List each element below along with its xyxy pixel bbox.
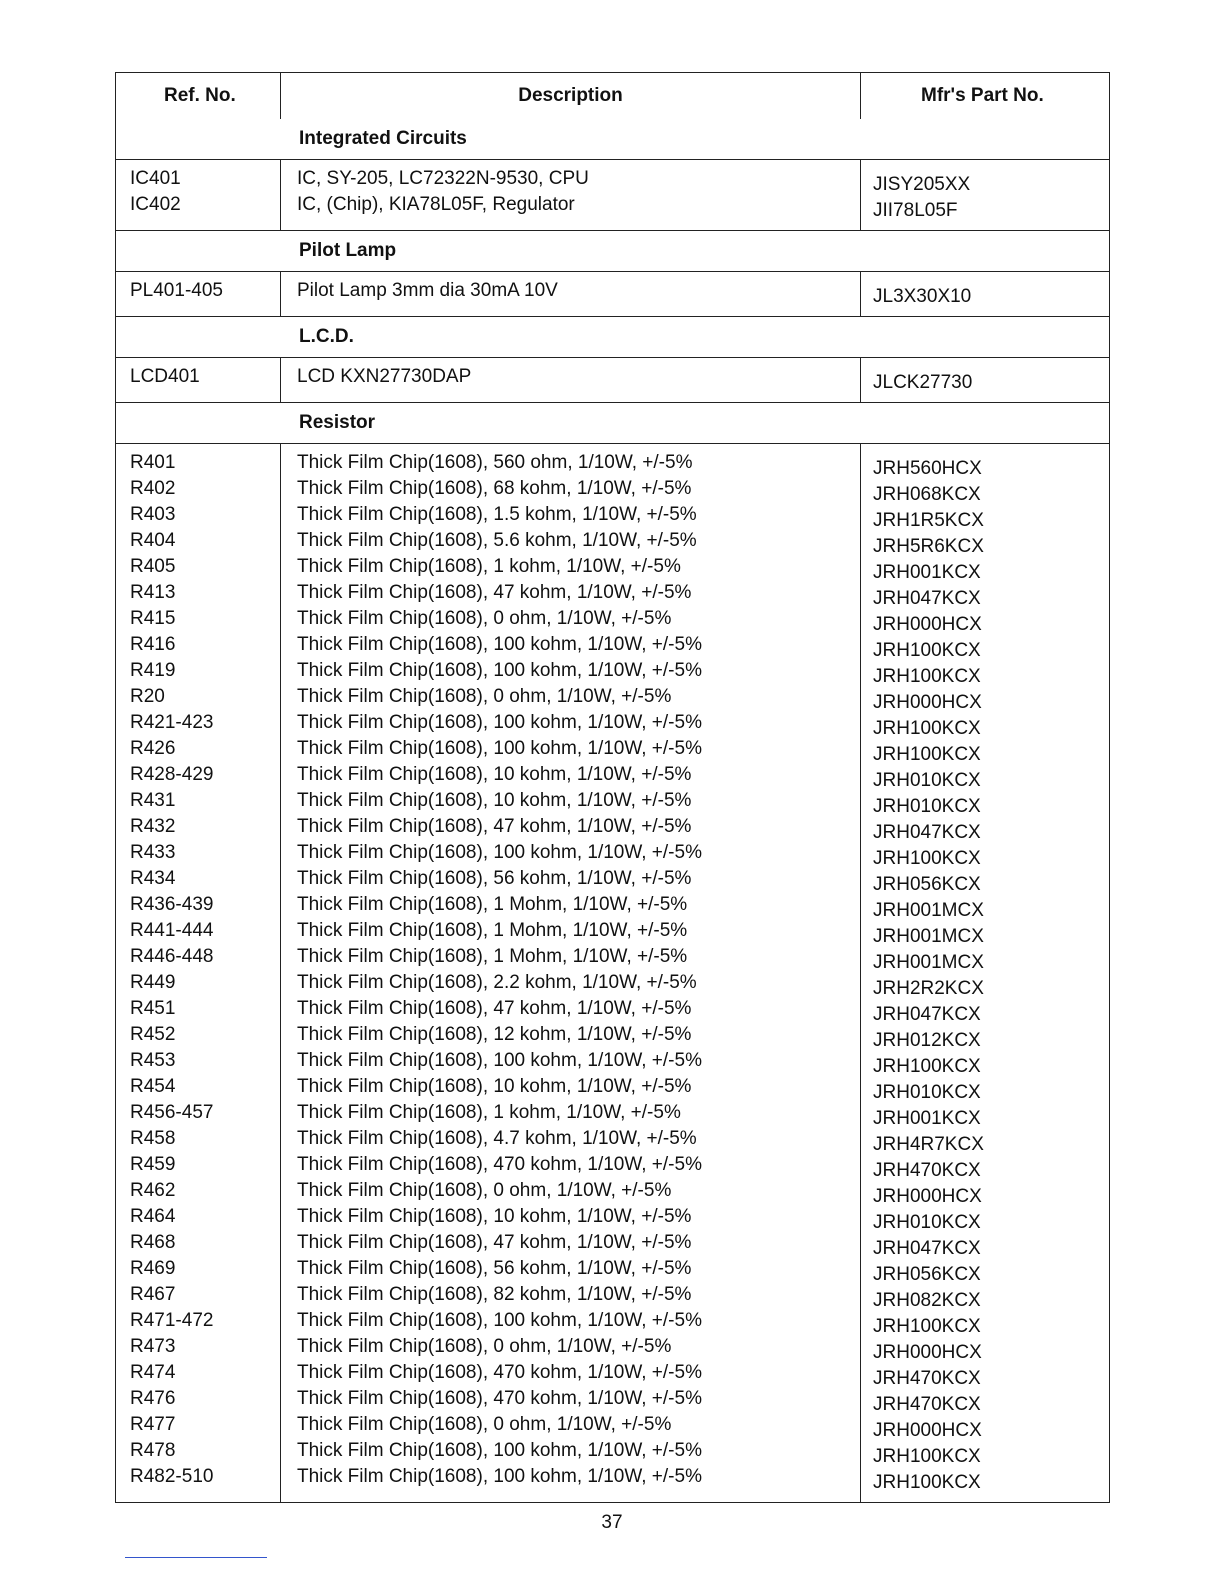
mfr-part-no-cell: JRH001KCX: [873, 1108, 981, 1129]
ref-no-cell: R20: [130, 686, 165, 707]
ref-no-cell: R471-472: [130, 1310, 214, 1331]
mfr-part-no-cell: JRH010KCX: [873, 770, 981, 791]
ref-no-cell: R449: [130, 972, 176, 993]
description-cell: Thick Film Chip(1608), 10 kohm, 1/10W, +/-5%: [297, 764, 692, 785]
description-cell: Thick Film Chip(1608), 100 kohm, 1/10W, +/-5%: [297, 1050, 702, 1071]
ref-no-cell: R476: [130, 1388, 176, 1409]
description-cell: IC, SY-205, LC72322N-9530, CPU: [297, 168, 589, 189]
parts-list-table: [115, 72, 1110, 1503]
ref-no-cell: R428-429: [130, 764, 214, 785]
mfr-part-no-cell: JRH100KCX: [873, 1056, 981, 1077]
ref-no-cell: R415: [130, 608, 176, 629]
ref-no-cell: R434: [130, 868, 176, 889]
mfr-part-no-cell: JRH100KCX: [873, 848, 981, 869]
mfr-part-no-cell: JRH001MCX: [873, 900, 984, 921]
section-header-row: [116, 316, 1109, 357]
description-cell: Thick Film Chip(1608), 1 Mohm, 1/10W, +/-5%: [297, 920, 688, 941]
description-cell: Thick Film Chip(1608), 470 kohm, 1/10W, +/-5%: [297, 1388, 702, 1409]
description-cell: Thick Film Chip(1608), 0 ohm, 1/10W, +/-5%: [297, 1180, 672, 1201]
section-spacer: [116, 403, 281, 443]
mfr-part-no-cell: JRH010KCX: [873, 1082, 981, 1103]
description-cell: Thick Film Chip(1608), 470 kohm, 1/10W, +/-5%: [297, 1362, 702, 1383]
ref-no-cell: R403: [130, 504, 176, 525]
ref-no-cell: R468: [130, 1232, 176, 1253]
col-header-description: Description: [281, 73, 861, 119]
mfr-part-no-cell: JRH001MCX: [873, 952, 984, 973]
ref-no-cell: R462: [130, 1180, 176, 1201]
ref-no-column: [116, 160, 281, 230]
footer-rule: [125, 1557, 267, 1558]
section-spacer: [861, 317, 1109, 357]
ref-no-cell: R459: [130, 1154, 176, 1175]
description-cell: Pilot Lamp 3mm dia 30mA 10V: [297, 280, 558, 301]
mfr-part-no-cell: JRH000HCX: [873, 1186, 982, 1207]
section-title: Pilot Lamp: [299, 240, 397, 261]
section-title: L.C.D.: [299, 326, 354, 347]
description-cell: Thick Film Chip(1608), 0 ohm, 1/10W, +/-5%: [297, 686, 672, 707]
mfr-part-no-cell: JRH047KCX: [873, 1238, 981, 1259]
ref-no-cell: R404: [130, 530, 176, 551]
mfr-part-no-cell: JRH012KCX: [873, 1030, 981, 1051]
ref-no-cell: PL401-405: [130, 280, 223, 301]
description-cell: Thick Film Chip(1608), 1.5 kohm, 1/10W, +/-5%: [297, 504, 697, 525]
mfr-part-no-cell: JRH068KCX: [873, 484, 981, 505]
description-cell: Thick Film Chip(1608), 470 kohm, 1/10W, +/-5%: [297, 1154, 702, 1175]
description-cell: Thick Film Chip(1608), 47 kohm, 1/10W, +/-5%: [297, 998, 692, 1019]
ref-no-cell: R469: [130, 1258, 176, 1279]
description-cell: Thick Film Chip(1608), 1 kohm, 1/10W, +/-5%: [297, 1102, 681, 1123]
mfr-part-no-cell: JRH000HCX: [873, 1342, 982, 1363]
section-header-row: [116, 230, 1109, 271]
description-cell: Thick Film Chip(1608), 10 kohm, 1/10W, +/-5%: [297, 1206, 692, 1227]
description-cell: Thick Film Chip(1608), 100 kohm, 1/10W, +/-5%: [297, 842, 702, 863]
description-cell: Thick Film Chip(1608), 56 kohm, 1/10W, +/-5%: [297, 1258, 692, 1279]
ref-no-cell: R441-444: [130, 920, 214, 941]
mfr-part-no-cell: JRH1R5KCX: [873, 510, 984, 531]
mfr-part-no-cell: JRH010KCX: [873, 1212, 981, 1233]
description-cell: Thick Film Chip(1608), 68 kohm, 1/10W, +/-5%: [297, 478, 692, 499]
mfr-part-no-cell: JRH001KCX: [873, 562, 981, 583]
mfr-part-no-cell: JRH2R2KCX: [873, 978, 984, 999]
section-spacer: [861, 231, 1109, 271]
mfr-part-no-cell: JRH082KCX: [873, 1290, 981, 1311]
ref-no-cell: R456-457: [130, 1102, 214, 1123]
ref-no-cell: R473: [130, 1336, 176, 1357]
description-cell: Thick Film Chip(1608), 4.7 kohm, 1/10W, +/-5%: [297, 1128, 697, 1149]
ref-no-cell: IC401: [130, 168, 181, 189]
mfr-part-no-cell: JRH5R6KCX: [873, 536, 984, 557]
page-number: 37: [601, 1512, 623, 1533]
table-header-row: [116, 73, 1109, 119]
description-cell: Thick Film Chip(1608), 100 kohm, 1/10W, +/-5%: [297, 1466, 702, 1487]
mfr-part-no-column: [861, 444, 1109, 1502]
section-header-row: [116, 119, 1109, 159]
description-column: [281, 272, 861, 316]
description-column: [281, 160, 861, 230]
mfr-part-no-cell: JLCK27730: [873, 372, 973, 393]
ref-no-cell: R446-448: [130, 946, 214, 967]
ref-no-cell: R436-439: [130, 894, 214, 915]
description-cell: Thick Film Chip(1608), 47 kohm, 1/10W, +/-5%: [297, 816, 692, 837]
description-cell: Thick Film Chip(1608), 5.6 kohm, 1/10W, +/-5%: [297, 530, 697, 551]
description-cell: Thick Film Chip(1608), 2.2 kohm, 1/10W, +/-5%: [297, 972, 697, 993]
description-cell: Thick Film Chip(1608), 100 kohm, 1/10W, +/-5%: [297, 660, 702, 681]
section-spacer: [861, 403, 1109, 443]
mfr-part-no-cell: JRH047KCX: [873, 588, 981, 609]
description-cell: Thick Film Chip(1608), 100 kohm, 1/10W, +/-5%: [297, 1440, 702, 1461]
description-cell: Thick Film Chip(1608), 100 kohm, 1/10W, +/-5%: [297, 738, 702, 759]
mfr-part-no-column: [861, 358, 1109, 402]
description-cell: Thick Film Chip(1608), 82 kohm, 1/10W, +/-5%: [297, 1284, 692, 1305]
section-header-row: [116, 402, 1109, 443]
mfr-part-no-cell: JL3X30X10: [873, 286, 972, 307]
description-cell: Thick Film Chip(1608), 560 ohm, 1/10W, +/-5%: [297, 452, 693, 473]
mfr-part-no-cell: JRH056KCX: [873, 1264, 981, 1285]
description-cell: Thick Film Chip(1608), 47 kohm, 1/10W, +/-5%: [297, 582, 692, 603]
mfr-part-no-cell: JRH100KCX: [873, 1446, 981, 1467]
mfr-part-no-cell: JRH560HCX: [873, 458, 982, 479]
mfr-part-no-cell: JRH047KCX: [873, 822, 981, 843]
mfr-part-no-cell: JRH100KCX: [873, 1472, 981, 1493]
ref-no-cell: R453: [130, 1050, 176, 1071]
section-title: Resistor: [299, 412, 376, 433]
section-items-row: [116, 271, 1109, 316]
description-cell: Thick Film Chip(1608), 10 kohm, 1/10W, +/-5%: [297, 790, 692, 811]
col-header-mfr-part: Mfr's Part No.: [921, 85, 1044, 106]
ref-no-cell: R451: [130, 998, 176, 1019]
description-cell: Thick Film Chip(1608), 12 kohm, 1/10W, +/-5%: [297, 1024, 692, 1045]
description-cell: Thick Film Chip(1608), 0 ohm, 1/10W, +/-5%: [297, 1336, 672, 1357]
description-cell: Thick Film Chip(1608), 0 ohm, 1/10W, +/-5%: [297, 608, 672, 629]
mfr-part-no-cell: JRH010KCX: [873, 796, 981, 817]
mfr-part-no-cell: JRH100KCX: [873, 1316, 981, 1337]
ref-no-cell: R458: [130, 1128, 176, 1149]
ref-no-cell: R402: [130, 478, 176, 499]
mfr-part-no-cell: JRH100KCX: [873, 718, 981, 739]
description-cell: Thick Film Chip(1608), 47 kohm, 1/10W, +/-5%: [297, 1232, 692, 1253]
mfr-part-no-cell: JRH047KCX: [873, 1004, 981, 1025]
description-column: [281, 358, 861, 402]
ref-no-column: [116, 358, 281, 402]
mfr-part-no-cell: JRH000HCX: [873, 614, 982, 635]
ref-no-cell: R478: [130, 1440, 176, 1461]
ref-no-cell: R416: [130, 634, 176, 655]
mfr-part-no-cell: JRH470KCX: [873, 1394, 981, 1415]
section-items-row: [116, 443, 1109, 1502]
section-items-row: [116, 159, 1109, 230]
ref-no-cell: R482-510: [130, 1466, 214, 1487]
mfr-part-no-cell: JISY205XX: [873, 174, 971, 195]
description-cell: IC, (Chip), KIA78L05F, Regulator: [297, 194, 575, 215]
mfr-part-no-cell: JRH100KCX: [873, 640, 981, 661]
description-cell: Thick Film Chip(1608), 100 kohm, 1/10W, +/-5%: [297, 1310, 702, 1331]
description-cell: Thick Film Chip(1608), 10 kohm, 1/10W, +/-5%: [297, 1076, 692, 1097]
ref-no-cell: R426: [130, 738, 176, 759]
ref-no-cell: R419: [130, 660, 176, 681]
ref-no-cell: R401: [130, 452, 176, 473]
ref-no-cell: R413: [130, 582, 176, 603]
ref-no-cell: R421-423: [130, 712, 214, 733]
mfr-part-no-cell: JRH470KCX: [873, 1160, 981, 1181]
table-sections: [116, 119, 1109, 1502]
ref-no-cell: R477: [130, 1414, 176, 1435]
description-cell: LCD KXN27730DAP: [297, 366, 472, 387]
ref-no-cell: R433: [130, 842, 176, 863]
mfr-part-no-cell: JRH100KCX: [873, 744, 981, 765]
description-cell: Thick Film Chip(1608), 0 ohm, 1/10W, +/-5%: [297, 1414, 672, 1435]
mfr-part-no-cell: JRH001MCX: [873, 926, 984, 947]
ref-no-cell: R464: [130, 1206, 176, 1227]
section-items-row: [116, 357, 1109, 402]
mfr-part-no-cell: JRH000HCX: [873, 1420, 982, 1441]
section-spacer: [861, 119, 1109, 159]
ref-no-cell: R454: [130, 1076, 176, 1097]
description-cell: Thick Film Chip(1608), 56 kohm, 1/10W, +/-5%: [297, 868, 692, 889]
ref-no-cell: R405: [130, 556, 176, 577]
mfr-part-no-column: [861, 272, 1109, 316]
mfr-part-no-column: [861, 160, 1109, 230]
description-column: [281, 444, 861, 1502]
section-spacer: [116, 119, 281, 159]
col-header-ref: Ref. No.: [116, 73, 281, 119]
ref-no-cell: LCD401: [130, 366, 200, 387]
ref-no-column: [116, 444, 281, 1502]
description-cell: Thick Film Chip(1608), 1 Mohm, 1/10W, +/-5%: [297, 894, 688, 915]
mfr-part-no-cell: JRH4R7KCX: [873, 1134, 984, 1155]
ref-no-cell: R431: [130, 790, 176, 811]
ref-no-cell: IC402: [130, 194, 181, 215]
mfr-part-no-cell: JRH000HCX: [873, 692, 982, 713]
description-cell: Thick Film Chip(1608), 1 kohm, 1/10W, +/-5%: [297, 556, 681, 577]
description-cell: Thick Film Chip(1608), 1 Mohm, 1/10W, +/-5%: [297, 946, 688, 967]
ref-no-cell: R467: [130, 1284, 176, 1305]
section-spacer: [116, 317, 281, 357]
ref-no-cell: R474: [130, 1362, 176, 1383]
mfr-part-no-cell: JRH100KCX: [873, 666, 981, 687]
mfr-part-no-cell: JRH056KCX: [873, 874, 981, 895]
section-spacer: [116, 231, 281, 271]
mfr-part-no-cell: JII78L05F: [873, 200, 958, 221]
ref-no-column: [116, 272, 281, 316]
description-cell: Thick Film Chip(1608), 100 kohm, 1/10W, +/-5%: [297, 634, 702, 655]
mfr-part-no-cell: JRH470KCX: [873, 1368, 981, 1389]
section-title: Integrated Circuits: [299, 128, 467, 149]
ref-no-cell: R432: [130, 816, 176, 837]
description-cell: Thick Film Chip(1608), 100 kohm, 1/10W, +/-5%: [297, 712, 702, 733]
ref-no-cell: R452: [130, 1024, 176, 1045]
